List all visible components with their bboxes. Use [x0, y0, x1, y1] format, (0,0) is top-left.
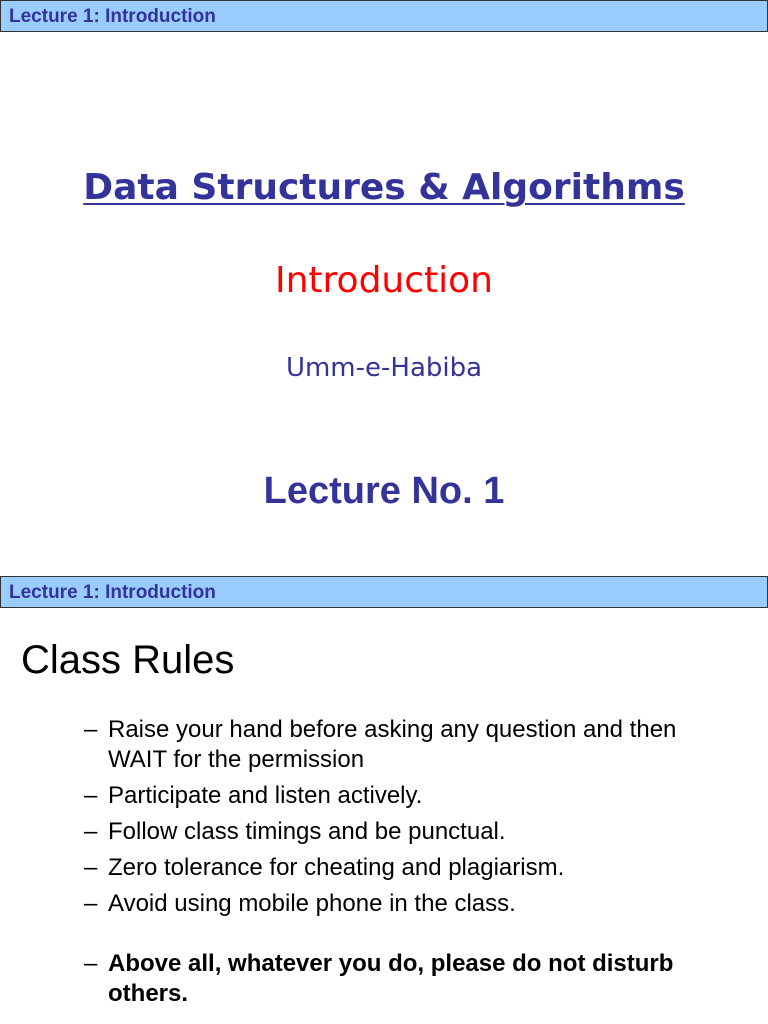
rule-text: Raise your hand before asking any question and then WAIT for the permission — [108, 716, 677, 773]
slide-header-bar — [0, 0, 768, 32]
rule-item-emphasis — [84, 949, 734, 1009]
rule-item — [84, 715, 734, 775]
slide-header-text: Lecture 1: Introduction — [9, 6, 216, 27]
rule-item — [84, 817, 734, 847]
rule-item — [84, 781, 734, 811]
rule-text: Avoid using mobile phone in the class. — [108, 890, 516, 917]
bullet-dash: – — [84, 890, 98, 917]
author-name: Umm-e-Habiba — [285, 353, 483, 383]
bullet-dash: – — [84, 854, 98, 881]
lecture-number: Lecture No. 1 — [263, 470, 505, 512]
rule-text: Participate and listen actively. — [108, 782, 423, 809]
rules-list — [84, 715, 734, 1015]
bullet-dash: – — [84, 818, 98, 845]
class-rules-slide — [0, 576, 768, 1024]
slide-header-text: Lecture 1: Introduction — [9, 582, 216, 603]
rule-text: Above all, whatever you do, please do not disturb others. — [108, 950, 674, 1007]
bullet-dash: – — [84, 782, 98, 809]
rule-text: Zero tolerance for cheating and plagiarism. — [108, 854, 565, 881]
slide-header-bar — [0, 576, 768, 608]
section-title: Class Rules — [21, 638, 235, 682]
bullet-dash: – — [84, 716, 98, 743]
course-title: Data Structures & Algorithms — [83, 167, 685, 208]
rule-item — [84, 889, 734, 919]
rule-text: Follow class timings and be punctual. — [108, 818, 506, 845]
bullet-dash: – — [84, 950, 98, 977]
rule-item — [84, 853, 734, 883]
lecture-subtitle: Introduction — [274, 260, 493, 301]
